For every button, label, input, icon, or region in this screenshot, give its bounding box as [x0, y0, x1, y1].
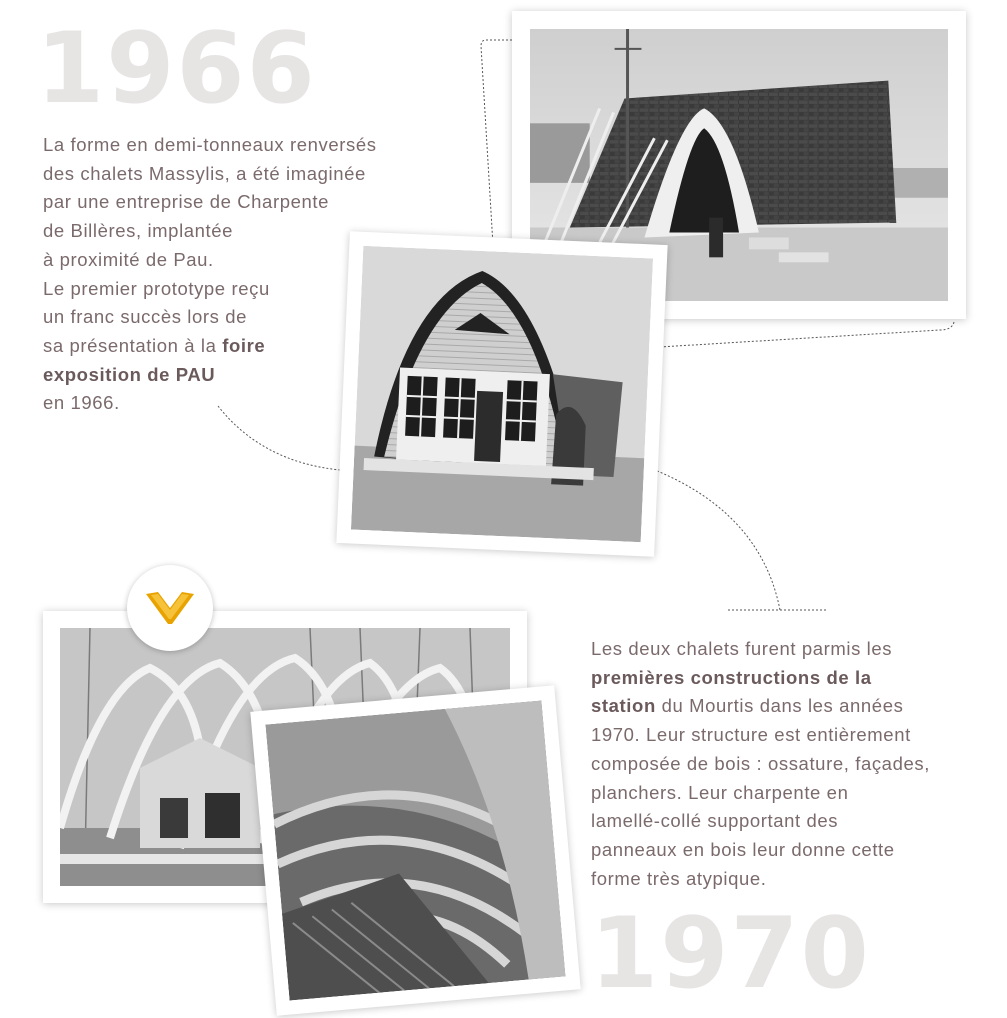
text-segment: par une entreprise de Charpente — [43, 191, 330, 213]
text-segment: sa présentation à la — [43, 334, 223, 356]
text-line — [591, 750, 930, 779]
bold-text: exposition de PAU — [43, 363, 216, 385]
text-line — [43, 361, 377, 390]
text-segment: forme très atypique. — [591, 867, 767, 889]
bold-text: premières constructions de la — [591, 666, 872, 688]
text-segment: Le premier prototype reçu — [43, 277, 270, 299]
text-segment: Les deux chalets furent parmis les — [591, 638, 893, 659]
text-segment: panneaux en bois leur donne cette — [591, 838, 895, 860]
text-line — [591, 779, 930, 808]
text-line — [591, 635, 930, 664]
text-line — [591, 664, 930, 693]
text-segment: lamellé-collé supportant des — [591, 810, 839, 832]
text-line — [591, 721, 930, 750]
text-segment: du Mourtis dans les années — [655, 695, 904, 717]
text-line — [591, 807, 930, 836]
year-heading-1970: 1970 — [590, 897, 871, 1011]
text-line — [43, 275, 377, 304]
chevron-down-icon — [142, 588, 198, 628]
bold-text: station — [591, 695, 656, 717]
paragraph-1966 — [43, 131, 377, 418]
text-line — [43, 131, 377, 160]
text-segment: de Billères, implantée — [43, 220, 234, 242]
text-line — [43, 303, 377, 332]
photo-prototype-chalet — [336, 231, 667, 557]
text-segment: un franc succès lors de — [43, 306, 248, 328]
text-segment: planchers. Leur charpente en — [591, 781, 849, 803]
text-line — [43, 188, 377, 217]
text-line — [591, 865, 930, 894]
year-heading-1966: 1966 — [36, 12, 317, 126]
text-line — [43, 246, 377, 275]
text-segment: en 1966. — [43, 392, 120, 414]
photo-interior-arches — [250, 685, 580, 1015]
text-segment: composée de bois : ossature, façades, — [591, 752, 930, 774]
text-line — [591, 692, 930, 721]
text-segment: 1970. Leur structure est entièrement — [591, 724, 911, 746]
paragraph-1970 — [591, 635, 930, 893]
bold-text: foire — [222, 334, 266, 356]
text-line — [43, 217, 377, 246]
text-line — [591, 836, 930, 865]
text-line — [43, 389, 377, 418]
text-segment: des chalets Massylis, a été imaginée — [43, 162, 366, 184]
text-line — [43, 332, 377, 361]
text-segment: La forme en demi-tonneaux renversés — [43, 134, 377, 155]
text-line — [43, 160, 377, 189]
scroll-down-badge[interactable] — [127, 565, 213, 651]
text-segment: à proximité de Pau. — [43, 248, 214, 270]
